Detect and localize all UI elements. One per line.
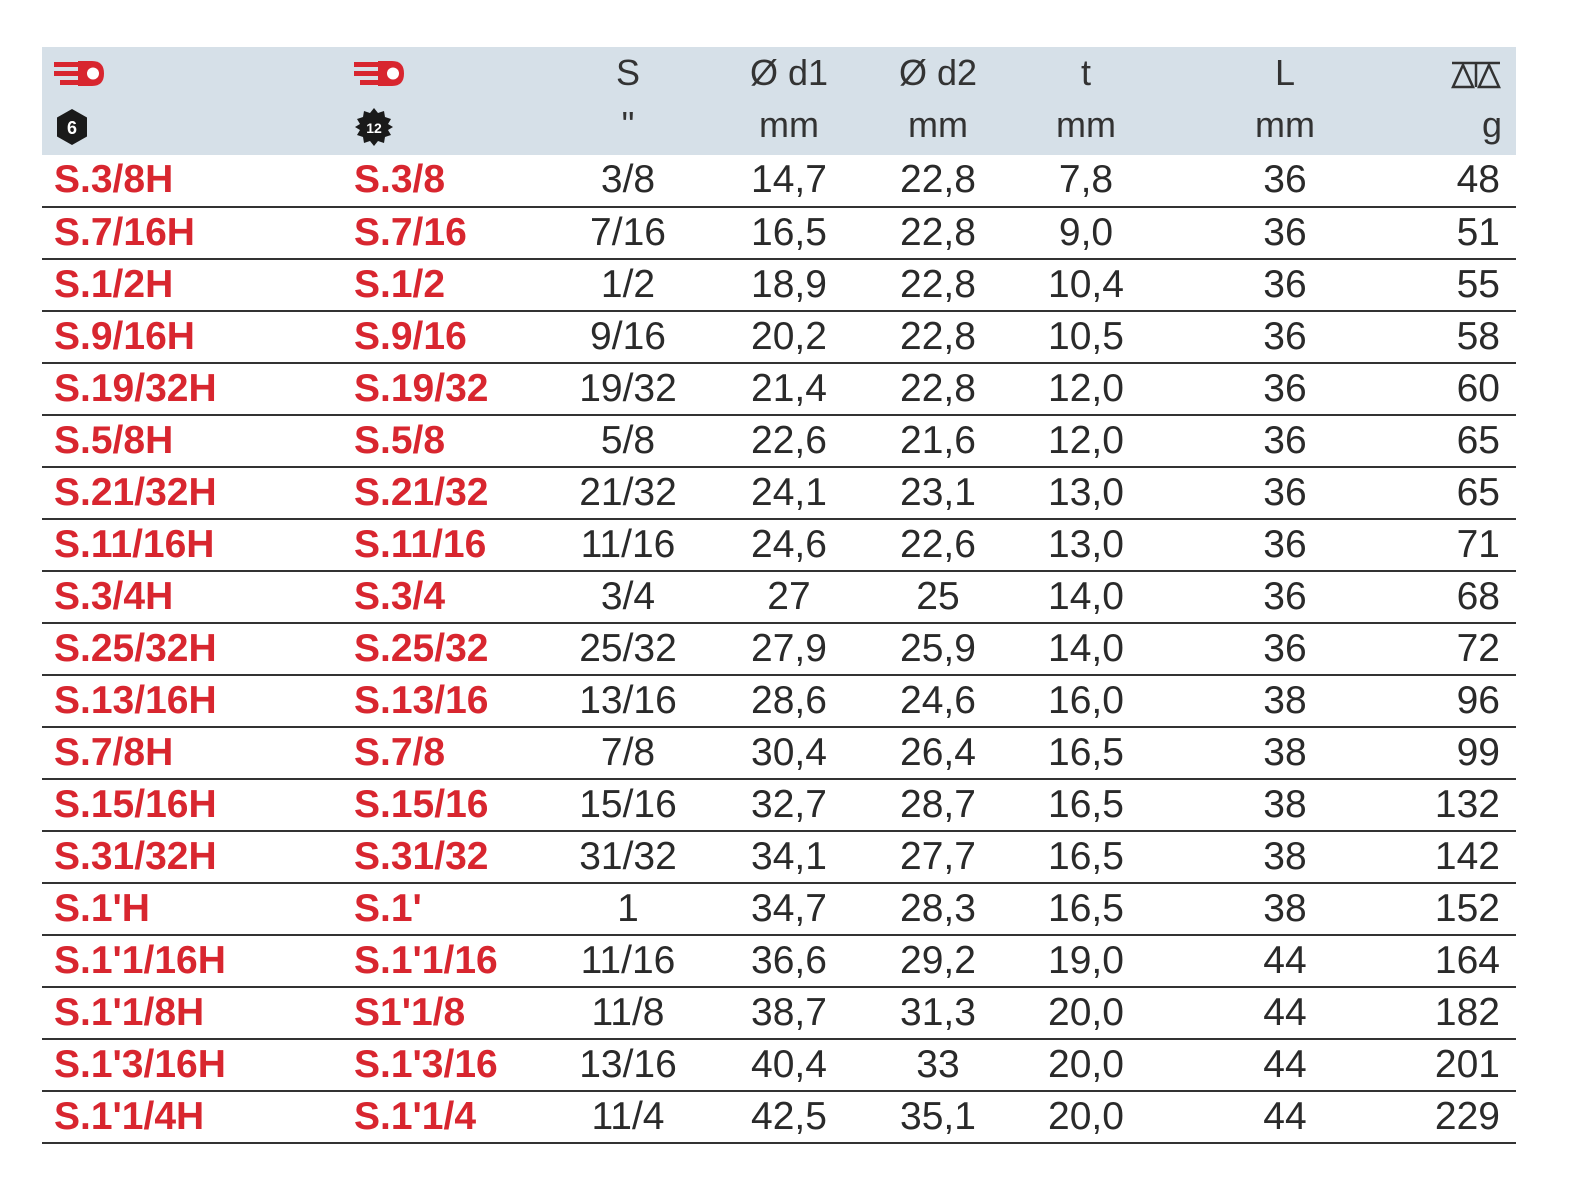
diameter-d1: 42,5 <box>751 1094 827 1138</box>
weight-g: 164 <box>1434 938 1500 982</box>
diameter-d2: 22,8 <box>900 366 976 410</box>
depth-t: 19,0 <box>1048 938 1124 982</box>
header-t-label: t <box>1080 52 1091 93</box>
diameter-d1: 21,4 <box>751 366 827 410</box>
table-row <box>42 1091 1516 1143</box>
diameter-d2: 26,4 <box>900 730 976 774</box>
size-s: 15/16 <box>579 782 677 826</box>
hex-socket-code: S.13/16H <box>54 678 217 722</box>
header-d2-unit: mm <box>908 104 968 145</box>
bihex-socket-code: S.3/8 <box>354 158 446 202</box>
size-s: 11/8 <box>591 990 665 1034</box>
header-s-label: S <box>615 52 640 93</box>
size-s: 13/16 <box>579 678 677 722</box>
diameter-d2: 27,7 <box>900 834 976 878</box>
size-s: 19/32 <box>579 366 677 410</box>
spec-table-container <box>42 47 1516 1144</box>
header-weight-unit: g <box>1481 104 1502 145</box>
socket-icon <box>354 58 406 92</box>
size-s: 1/2 <box>600 262 656 306</box>
depth-t: 20,0 <box>1048 990 1124 1034</box>
header-hex-socket <box>42 47 342 155</box>
hex-socket-code: S.1'H <box>54 886 150 930</box>
hex-socket-code: S.1/2H <box>54 262 174 306</box>
weight-g: 65 <box>1456 418 1500 462</box>
size-s: 3/4 <box>600 574 656 618</box>
diameter-d2: 33 <box>916 1042 960 1086</box>
table-row <box>42 363 1516 415</box>
diameter-d1: 38,7 <box>751 990 827 1034</box>
hex-socket-code: S.1'3/16H <box>54 1042 226 1086</box>
diameter-d2: 21,6 <box>900 418 976 462</box>
table-row <box>42 623 1516 675</box>
weight-g: 182 <box>1434 990 1500 1034</box>
diameter-d2: 24,6 <box>900 678 976 722</box>
hex-socket-code: S.3/4H <box>54 574 174 618</box>
balance-scale-icon <box>1450 58 1502 92</box>
hex-socket-code: S.21/32H <box>54 470 217 514</box>
bihex-socket-code: S.31/32 <box>354 834 489 878</box>
size-s: 1 <box>617 886 639 930</box>
diameter-d2: 22,8 <box>900 314 976 358</box>
length-l: 38 <box>1263 678 1307 722</box>
length-l: 36 <box>1263 470 1307 514</box>
diameter-d2: 22,8 <box>900 262 976 306</box>
size-s: 7/8 <box>600 730 656 774</box>
length-l: 36 <box>1263 418 1307 462</box>
bihex-socket-code: S.3/4 <box>354 574 446 618</box>
weight-g: 152 <box>1434 886 1500 930</box>
header-bihex-socket <box>342 47 542 155</box>
table-row <box>42 935 1516 987</box>
diameter-d1: 27 <box>767 574 811 618</box>
diameter-d2: 22,6 <box>900 522 976 566</box>
diameter-d1: 34,1 <box>751 834 827 878</box>
diameter-d1: 32,7 <box>751 782 827 826</box>
bihex-socket-code: S.7/16 <box>354 210 467 254</box>
weight-g: 65 <box>1456 470 1500 514</box>
size-s: 11/16 <box>580 938 676 982</box>
depth-t: 13,0 <box>1048 522 1124 566</box>
header-d1-label: Ø d1 <box>749 52 829 93</box>
depth-t: 14,0 <box>1048 626 1124 670</box>
diameter-d2: 29,2 <box>900 938 976 982</box>
length-l: 44 <box>1263 990 1307 1034</box>
diameter-d1: 18,9 <box>751 262 827 306</box>
hex-socket-code: S.25/32H <box>54 626 217 670</box>
table-header <box>42 47 1516 155</box>
bihex-socket-code: S.15/16 <box>354 782 489 826</box>
diameter-d2: 23,1 <box>900 470 976 514</box>
header-weight <box>1410 47 1516 155</box>
diameter-d1: 22,6 <box>751 418 827 462</box>
size-s: 21/32 <box>579 470 677 514</box>
length-l: 36 <box>1263 262 1307 306</box>
weight-g: 48 <box>1456 158 1500 202</box>
bihex-socket-code: S.1'3/16 <box>354 1042 498 1086</box>
length-l: 36 <box>1263 314 1307 358</box>
size-s: 5/8 <box>600 418 656 462</box>
bihex-socket-code: S.21/32 <box>354 470 489 514</box>
depth-t: 10,4 <box>1048 262 1124 306</box>
diameter-d1: 28,6 <box>751 678 827 722</box>
header-d2 <box>864 47 1012 155</box>
spec-table <box>42 47 1516 1144</box>
hexagon-badge: 6 <box>66 118 78 139</box>
weight-g: 55 <box>1456 262 1500 306</box>
table-row <box>42 571 1516 623</box>
depth-t: 16,5 <box>1048 886 1124 930</box>
bihex-socket-code: S.1'1/16 <box>354 938 498 982</box>
header-s-unit: " <box>621 104 635 145</box>
bihex-socket-code: S.19/32 <box>354 366 489 410</box>
header-d1 <box>714 47 864 155</box>
weight-g: 60 <box>1456 366 1500 410</box>
depth-t: 16,5 <box>1048 730 1124 774</box>
header-d2-label: Ø d2 <box>898 52 978 93</box>
table-body <box>42 155 1516 1143</box>
hex-socket-code: S.1'1/8H <box>54 990 205 1034</box>
depth-t: 20,0 <box>1048 1042 1124 1086</box>
length-l: 38 <box>1263 782 1307 826</box>
diameter-d1: 24,6 <box>751 522 827 566</box>
length-l: 38 <box>1263 886 1307 930</box>
depth-t: 10,5 <box>1048 314 1124 358</box>
depth-t: 20,0 <box>1048 1094 1124 1138</box>
table-row <box>42 727 1516 779</box>
table-row <box>42 1039 1516 1091</box>
diameter-d1: 20,2 <box>751 314 827 358</box>
bihex-socket-code: S.7/8 <box>354 730 446 774</box>
length-l: 38 <box>1263 730 1307 774</box>
length-l: 44 <box>1263 938 1307 982</box>
bihex-socket-code: S.1' <box>354 886 422 930</box>
depth-t: 14,0 <box>1048 574 1124 618</box>
weight-g: 201 <box>1434 1042 1500 1086</box>
header-l-label: L <box>1274 52 1296 93</box>
depth-t: 9,0 <box>1058 210 1114 254</box>
hex-socket-code: S.1'1/4H <box>54 1094 205 1138</box>
table-row <box>42 155 1516 207</box>
length-l: 36 <box>1263 366 1307 410</box>
weight-g: 68 <box>1456 574 1500 618</box>
diameter-d1: 24,1 <box>751 470 827 514</box>
table-row <box>42 207 1516 259</box>
header-d1-unit: mm <box>759 104 819 145</box>
hex-socket-code: S.7/8H <box>54 730 174 774</box>
depth-t: 16,5 <box>1048 782 1124 826</box>
depth-t: 7,8 <box>1058 158 1114 202</box>
bihex-socket-code: S.11/16 <box>354 522 487 566</box>
weight-g: 51 <box>1456 210 1500 254</box>
weight-g: 71 <box>1456 522 1500 566</box>
length-l: 38 <box>1263 834 1307 878</box>
length-l: 44 <box>1263 1042 1307 1086</box>
size-s: 11/4 <box>591 1094 665 1138</box>
table-row <box>42 831 1516 883</box>
table-row <box>42 259 1516 311</box>
hex-socket-code: S.3/8H <box>54 158 174 202</box>
hex-socket-code: S.1'1/16H <box>54 938 226 982</box>
table-row <box>42 987 1516 1039</box>
size-s: 31/32 <box>579 834 677 878</box>
diameter-d2: 28,7 <box>900 782 976 826</box>
bihex-socket-code: S.13/16 <box>354 678 489 722</box>
depth-t: 16,0 <box>1048 678 1124 722</box>
table-row <box>42 467 1516 519</box>
size-s: 11/16 <box>580 522 676 566</box>
diameter-d2: 22,8 <box>900 210 976 254</box>
table-row <box>42 779 1516 831</box>
diameter-d2: 35,1 <box>900 1094 976 1138</box>
depth-t: 16,5 <box>1048 834 1124 878</box>
header-l <box>1160 47 1410 155</box>
diameter-d1: 27,9 <box>751 626 827 670</box>
hex-socket-code: S.19/32H <box>54 366 217 410</box>
bihexagon-badge: 12 <box>366 120 382 137</box>
diameter-d1: 16,5 <box>751 210 827 254</box>
weight-g: 96 <box>1456 678 1500 722</box>
depth-t: 12,0 <box>1048 418 1124 462</box>
length-l: 44 <box>1263 1094 1307 1138</box>
weight-g: 142 <box>1434 834 1500 878</box>
table-row <box>42 519 1516 571</box>
bihex-socket-code: S.9/16 <box>354 314 467 358</box>
table-row <box>42 415 1516 467</box>
hex-socket-code: S.31/32H <box>54 834 217 878</box>
header-s <box>542 47 714 155</box>
weight-g: 99 <box>1456 730 1500 774</box>
length-l: 36 <box>1263 626 1307 670</box>
weight-g: 58 <box>1456 314 1500 358</box>
header-t-unit: mm <box>1056 104 1116 145</box>
depth-t: 13,0 <box>1048 470 1124 514</box>
table-row <box>42 675 1516 727</box>
bihex-socket-code: S.1/2 <box>354 262 446 306</box>
bihex-socket-code: S.25/32 <box>354 626 489 670</box>
weight-g: 72 <box>1456 626 1500 670</box>
bihex-socket-code: S1'1/8 <box>354 990 466 1034</box>
header-l-unit: mm <box>1255 104 1315 145</box>
header-row <box>42 47 1516 155</box>
length-l: 36 <box>1263 158 1307 202</box>
diameter-d1: 30,4 <box>751 730 827 774</box>
size-s: 3/8 <box>600 158 656 202</box>
header-t <box>1012 47 1160 155</box>
diameter-d1: 34,7 <box>751 886 827 930</box>
diameter-d2: 28,3 <box>900 886 976 930</box>
table-row <box>42 311 1516 363</box>
diameter-d2: 31,3 <box>900 990 976 1034</box>
bihexagon-12-icon <box>354 107 394 147</box>
weight-g: 132 <box>1434 782 1500 826</box>
length-l: 36 <box>1263 522 1307 566</box>
diameter-d1: 14,7 <box>751 158 827 202</box>
diameter-d1: 40,4 <box>751 1042 827 1086</box>
depth-t: 12,0 <box>1048 366 1124 410</box>
length-l: 36 <box>1263 574 1307 618</box>
diameter-d2: 25,9 <box>900 626 976 670</box>
socket-icon <box>54 58 106 92</box>
size-s: 25/32 <box>579 626 677 670</box>
length-l: 36 <box>1263 210 1307 254</box>
weight-g: 229 <box>1434 1094 1500 1138</box>
hexagon-6-icon <box>54 107 90 147</box>
diameter-d2: 25 <box>916 574 960 618</box>
size-s: 9/16 <box>590 314 666 358</box>
hex-socket-code: S.5/8H <box>54 418 174 462</box>
table-row <box>42 883 1516 935</box>
size-s: 7/16 <box>590 210 666 254</box>
diameter-d1: 36,6 <box>751 938 827 982</box>
hex-socket-code: S.9/16H <box>54 314 195 358</box>
hex-socket-code: S.15/16H <box>54 782 217 826</box>
bihex-socket-code: S.1'1/4 <box>354 1094 477 1138</box>
bihex-socket-code: S.5/8 <box>354 418 446 462</box>
hex-socket-code: S.7/16H <box>54 210 195 254</box>
diameter-d2: 22,8 <box>900 158 976 202</box>
size-s: 13/16 <box>579 1042 677 1086</box>
hex-socket-code: S.11/16H <box>54 522 215 566</box>
